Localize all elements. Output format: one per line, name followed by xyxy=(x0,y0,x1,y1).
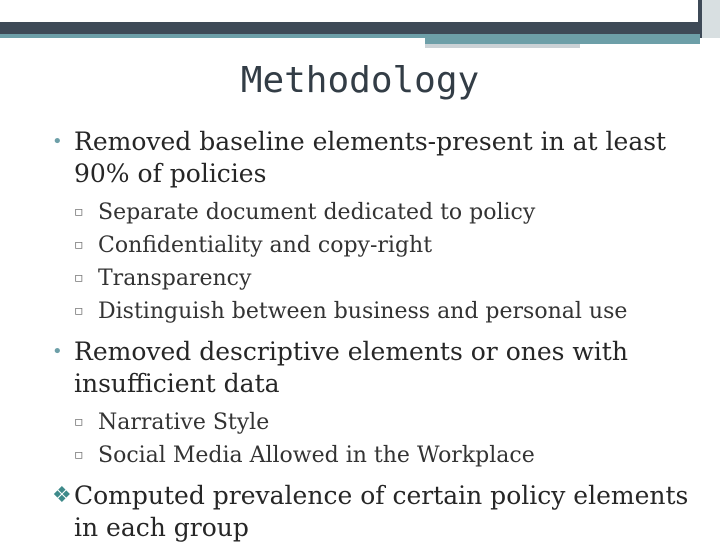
sub-bullet xyxy=(52,262,692,295)
bullet-icon: • xyxy=(52,341,63,362)
sub-bullet-icon: ▫ xyxy=(74,414,84,430)
header-bar-dark xyxy=(0,22,700,34)
bullet-icon: • xyxy=(52,131,63,152)
bullet-3-text: Computed prevalence of certain policy elements in each group xyxy=(74,481,689,542)
bullet-1-text: Removed baseline elements-present in at least 90% of policies xyxy=(74,127,667,188)
corner-decoration-light xyxy=(700,0,720,38)
bullet-3 xyxy=(52,480,692,544)
sub-bullet xyxy=(52,229,692,262)
sub-bullet-text: Social Media Allowed in the Workplace xyxy=(98,443,535,468)
bullet-1 xyxy=(52,126,692,190)
sub-bullet xyxy=(52,295,692,328)
sub-bullet-icon: ▫ xyxy=(74,270,84,286)
diamond-bullet-icon: ❖ xyxy=(52,483,72,508)
sub-bullet xyxy=(52,439,692,472)
sub-bullet-icon: ▫ xyxy=(74,447,84,463)
sub-bullet-icon: ▫ xyxy=(74,303,84,319)
sub-bullet-text: Separate document dedicated to policy xyxy=(98,200,536,225)
sub-bullet-text: Distinguish between business and personal use xyxy=(98,299,628,324)
sub-bullet-icon: ▫ xyxy=(74,237,84,253)
bullet-2 xyxy=(52,336,692,400)
slide-body xyxy=(52,126,692,544)
slide-title: Methodology xyxy=(240,60,480,101)
sub-bullet-text: Confidentiality and copy-right xyxy=(98,233,433,258)
sub-bullet-icon: ▫ xyxy=(74,204,84,220)
sub-bullet-text: Narrative Style xyxy=(98,410,270,435)
sub-bullet-text: Transparency xyxy=(98,266,252,291)
sub-bullet xyxy=(52,406,692,439)
bullet-2-text: Removed descriptive elements or ones with insufficient data xyxy=(74,337,628,398)
sub-bullet xyxy=(52,196,692,229)
header-bar-gray xyxy=(425,44,580,48)
